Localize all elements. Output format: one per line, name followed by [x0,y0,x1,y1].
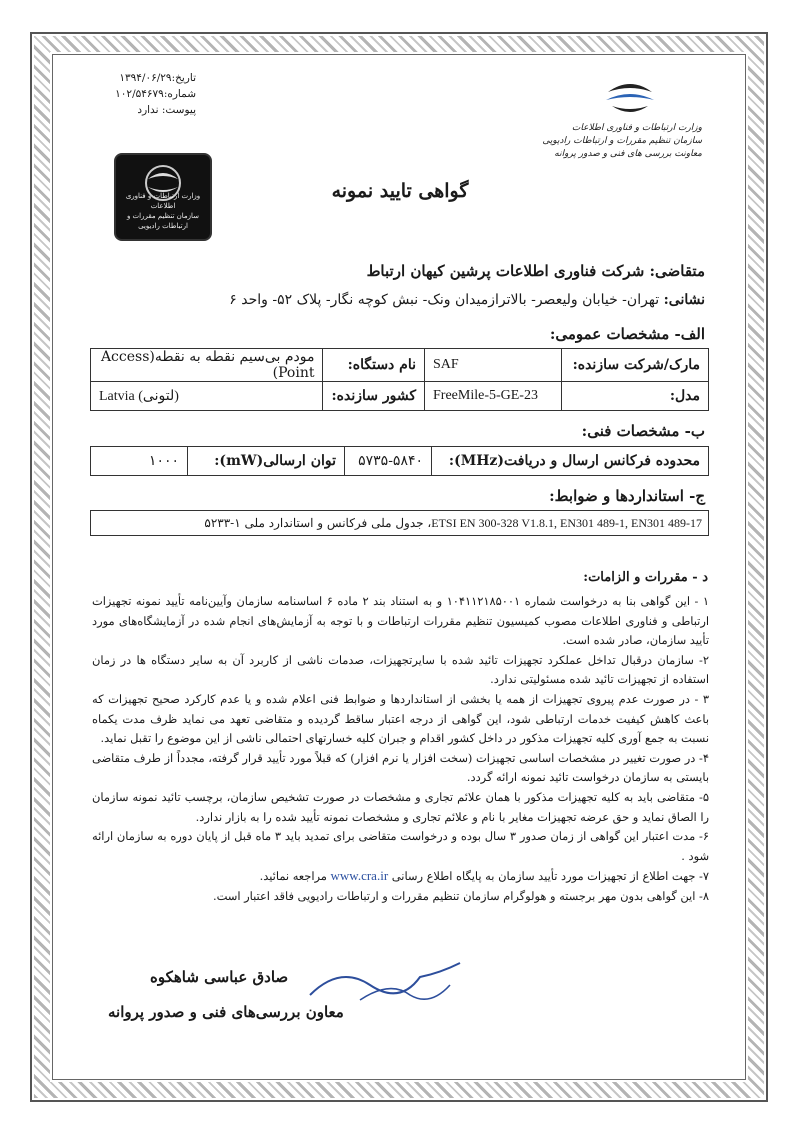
cra-logo-icon [602,78,658,118]
technical-heading: ب- مشخصات فنی: [581,422,705,440]
rule-item: ۶- مدت اعتبار این گواهی از زمان صدور ۳ سال بوده و درخواست متقاضی برای تمدید باید ۳ ماه قبل از پایان دوره به سازمان ارائه شود . [92,829,709,863]
device-label: نام دستگاه: [323,349,425,382]
standards-box [90,510,709,536]
manufacturer-value: SAF [425,349,562,382]
certificate-title: گواهی تایید نمونه [331,180,469,202]
address-label: نشانی: [663,292,705,308]
rule-item: ۱ - این گواهی بنا به درخواست شماره ۱۰۴۱۱۲۱۸۵۰۰۱ و به استناد بند ۲ ماده ۶ اساسنامه سازمان وآیین‌نامه تأیید نمونه تجهیزات ارتباطی و فناوری اطلاعات مصوب کمیسیون تنظیم مقررات ارتباطات و با توجه به آزمایش‌های انجام شده در آزمایشگاه‌های مورد تأیید سازمان، صادر شده است. [92,594,709,648]
rule-item: ۲- سازمان درقبال تداخل عملکرد تجهیزات تائید شده با سایرتجهیزات، صدمات ناشی از کاربرد آن به سایر دستگاه ها در زمان استفاده از تجهیزات تائید شده مسئولیتی ندارد. [92,652,709,687]
standards-en: ETSI EN 300-328 V1.8.1, EN301 489-1, EN301 489-17 [431,516,702,530]
rule-item: ۷- جهت اطلاع از تجهیزات مورد تأیید سازمان به پایگاه اطلاع رسانی www.cra.ir مراجعه نمائید. [259,868,709,884]
power-label: توان ارسالی(mW): [188,447,345,476]
rules-heading: د - مقررات و الزامات: [583,570,708,585]
org-header [542,78,702,161]
country-label: کشور سازنده: [323,382,425,411]
country-value: Latvia (لتونی) [91,382,323,411]
org-department: معاونت بررسی های فنی و صدور پروانه [554,149,702,159]
device-value: مودم بی‌سیم نقطه به نقطه(Access Point) [91,349,323,382]
seal-text: وزارت ارتباطات و فناوری اطلاعات سازمان تنظیم مقررات و ارتباطات رادیویی [125,192,201,230]
general-specs-table [90,348,709,411]
applicant: متقاضی: شرکت فناوری اطلاعات پرشین کیهان ارتباط [366,262,705,280]
org-authority: سازمان تنظیم مقررات و ارتباطات رادیویی [542,136,702,146]
rule-item: ۳ - در صورت عدم پیروی تجهیزات از همه یا بخشی از استانداردها و ضوابط فنی اعلام شده و یا عدم کارکرد صحیح تجهیزات که باعث کاهش کیفیت خدمات ارتباطی شود، این گواهی از درجه اعتبار ساقط گردیده و متقاضی تعهد می نماید ظرف مدت یکماه نسبت به جمع آوری کلیه تجهیزات مذکور در داخل کشور اقدام و جبران کلیه خسارتهای احتمالی ناشی از این موضوع را تقبل نماید. [92,691,709,746]
standards-heading: ج- استانداردها و ضوابط: [549,487,705,505]
rule-item: ۸- این گواهی بدون مهر برجسته و هولوگرام سازمان تنظیم مقررات و ارتباطات رادیویی فاقد اعتبار است. [213,888,709,903]
power-value: ۱۰۰۰ [91,447,188,476]
manufacturer-label: مارک/شرکت سازنده: [562,349,709,382]
date: تاریخ:۱۳۹۴/۰۶/۲۹ [119,72,196,84]
signer-position: معاون بررسی‌های فنی و صدور پروانه [108,1003,344,1021]
technical-specs-table [90,446,709,476]
rules-list [92,592,709,907]
general-heading: الف- مشخصات عمومی: [549,325,705,343]
signer-name: صادق عباسی شاهکوه [150,968,289,986]
cra-website-link[interactable]: www.cra.ir [330,868,389,884]
model-value: FreeMile-5-GE-23 [425,382,562,411]
frequency-value: ۵۷۳۵-۵۸۴۰ [345,447,432,476]
address-value: تهران- خیابان ولیعصر- بالاترازمیدان ونک- نبش کوچه نگار- پلاک ۵۲- واحد ۶ [229,292,664,308]
letter-number: شماره:۱۰۲/۵۴۶۷۹ [115,88,196,100]
rule-item: ۴- در صورت تغییر در مشخصات اساسی تجهیزات (سخت افزار یا نرم افزار) که قبلاً مورد تأیید قرار گرفته، مجدداً از طرف متقاضی بایستی به سازمان درخواست تائید نمونه ارائه گردد. [92,750,709,785]
frequency-label: محدوده فرکانس ارسال و دریافت(MHz): [432,447,709,476]
letter-meta [96,70,196,118]
attachment: پیوست: ندارد [137,104,196,116]
org-ministry: وزارت ارتباطات و فناوری اطلاعات [571,123,702,133]
address [229,292,705,308]
rule-item: ۵- متقاضی باید به کلیه تجهیزات مذکور با همان علائم تجاری و مشخصات در صورت تشخیص سازمان، برچسب تائید نمونه سازمان را الصاق نماید و حق عرضه تجهیزات مغایر با نام و علائم تجاری و مشخصات نمونه تأیید شده را به بازار ندارد. [92,789,709,824]
model-label: مدل: [562,382,709,411]
standards-fa: ، جدول ملی فرکانس و استاندارد ملی ۱-۵۲۳۳ [204,516,432,530]
